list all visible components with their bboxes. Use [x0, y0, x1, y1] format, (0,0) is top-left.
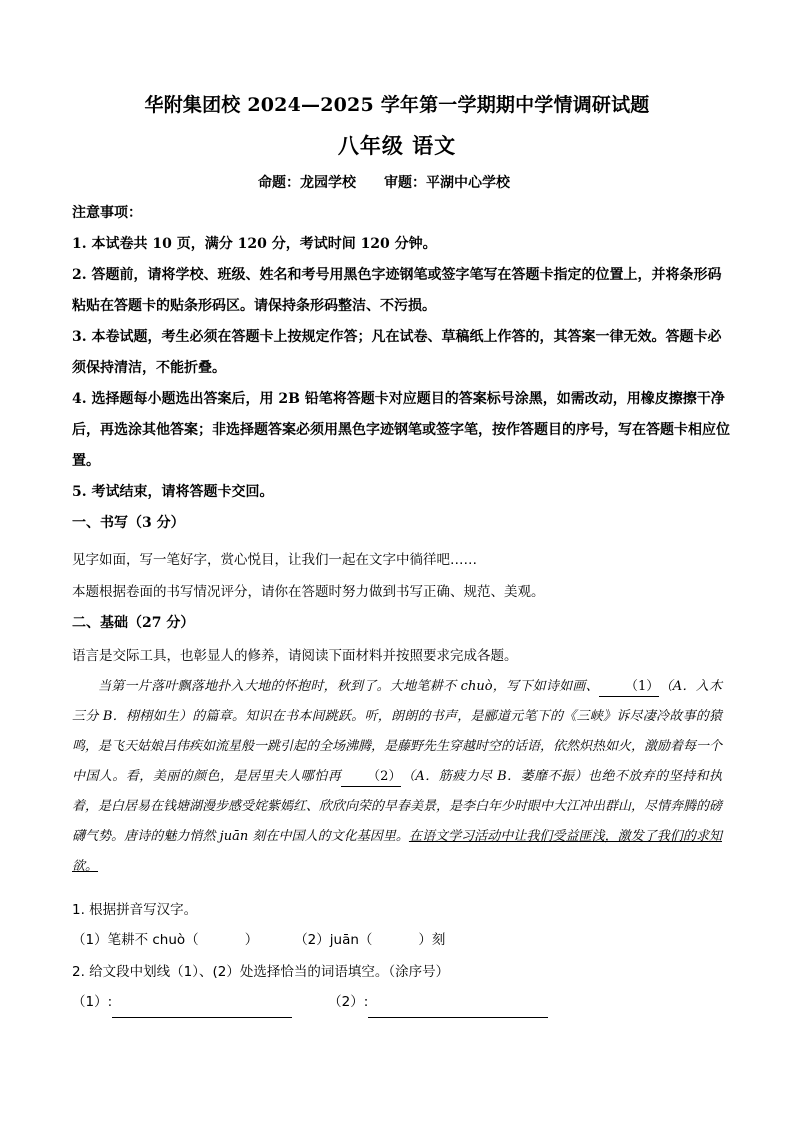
- q1-part-b-close: ）刻: [418, 932, 446, 948]
- question-1-stem: 1. 根据拼音写汉字。: [72, 902, 198, 918]
- section-2-intro: 语言是交际工具，也彰显人的修养，请阅读下面材料并按照要求完成各题。: [72, 648, 518, 664]
- section-1-title: 一、书写（3 分）: [72, 515, 185, 531]
- q2-part-b-label: （2）:: [328, 994, 369, 1010]
- question-1-answers: [72, 924, 732, 956]
- exam-authors: [258, 172, 510, 192]
- passage-blank-1: （1）: [599, 678, 659, 697]
- q2-part-b-line[interactable]: [368, 999, 548, 1018]
- passage-part-3: （A．筋疲力尽 B．萎靡不振）也绝不放弃的坚持和执着，是白居易在钱塘湖漫步感受姹紫嫣红、欣欣向荣的早春美景，是李白年少时眼中大江冲出群山，尽情奔腾的磅礴气势。唐诗的魅力悄然 juān 刻在中国人的文化基因里。: [72, 769, 723, 844]
- q1-part-b-label: （2）juān（: [294, 932, 373, 948]
- exam-subtitle: 八年级 语文: [337, 133, 457, 158]
- reading-passage: [72, 672, 722, 882]
- notice-item-3: 3. 本卷试题，考生必须在答题卡上按规定作答；凡在试卷、草稿纸上作答的，其答案一律无效。答题卡必须保持清洁，不能折叠。: [72, 329, 722, 376]
- notice-item-4: 4. 选择题每小题选出答案后，用 2B 铅笔将答题卡对应题目的答案标号涂黑，如需改动，用橡皮擦擦干净后，再选涂其他答案；非选择题答案必须用黑色字迹钢笔或签字笔，按作答题目的序号，写在答题卡相应位置。: [72, 391, 730, 469]
- notice-title: 注意事项：: [72, 205, 142, 221]
- section-1-line-2: 本题根据卷面的书写情况评分，请你在答题时努力做到书写正确、规范、美观。: [72, 584, 545, 600]
- notice-item-1: 1. 本试卷共 10 页，满分 120 分，考试时间 120 分钟。: [72, 236, 437, 252]
- q2-part-a-label: （1）:: [72, 994, 113, 1010]
- notice-item-5: 5. 考试结束，请将答题卡交回。: [72, 484, 274, 500]
- exam-title: 华附集团校 2024—2025 学年第一学期期中学情调研试题: [144, 94, 650, 116]
- question-2-stem: 2. 给文段中划线（1）、(2）处选择恰当的词语填空。（涂序号）: [72, 964, 450, 980]
- passage-underlined-sentence: 在语文学习活动中让我们受益匪浅，激发了我们的求知欲。: [72, 829, 722, 874]
- passage-part-2: （A．入木三分 B．栩栩如生）的篇章。知识在书本间跳跃。听，朗朗的书声，是郦道元笔下的《三峡》诉尽凄冷故事的猿鸣，是飞天姑娘吕伟疾如流星般一跳引起的全场沸腾，是藤野先生穿越时空的话语，依然炽热如火，激励着每一个中国人。看，美丽的颜色，是居里夫人哪怕再: [72, 679, 723, 784]
- passage-blank-2: （2）: [341, 768, 401, 787]
- question-2-answers: [72, 986, 732, 1018]
- passage-part-1: 当第一片落叶飘落地扑入大地的怀抱时，秋到了。大地笔耕不 chuò，写下如诗如画、: [98, 679, 599, 694]
- section-1-line-1: 见字如面，写一笔好字，赏心悦目，让我们一起在文字中徜徉吧……: [72, 552, 477, 568]
- q2-part-a-line[interactable]: [112, 999, 292, 1018]
- notice-item-2: 2. 答题前，请将学校、班级、姓名和考号用黑色字迹钢笔或签字笔写在答题卡指定的位置上，并将条形码粘贴在答题卡的贴条形码区。请保持条形码整洁、不污损。: [72, 267, 722, 314]
- reviewer-label: 审题：平湖中心学校: [384, 175, 510, 191]
- setter-label: 命题：龙园学校: [258, 175, 356, 191]
- section-2-title: 二、基础（27 分）: [72, 615, 195, 631]
- q1-part-a-label: （1）笔耕不 chuò（: [72, 932, 199, 948]
- q1-part-a-close: ）: [244, 932, 259, 948]
